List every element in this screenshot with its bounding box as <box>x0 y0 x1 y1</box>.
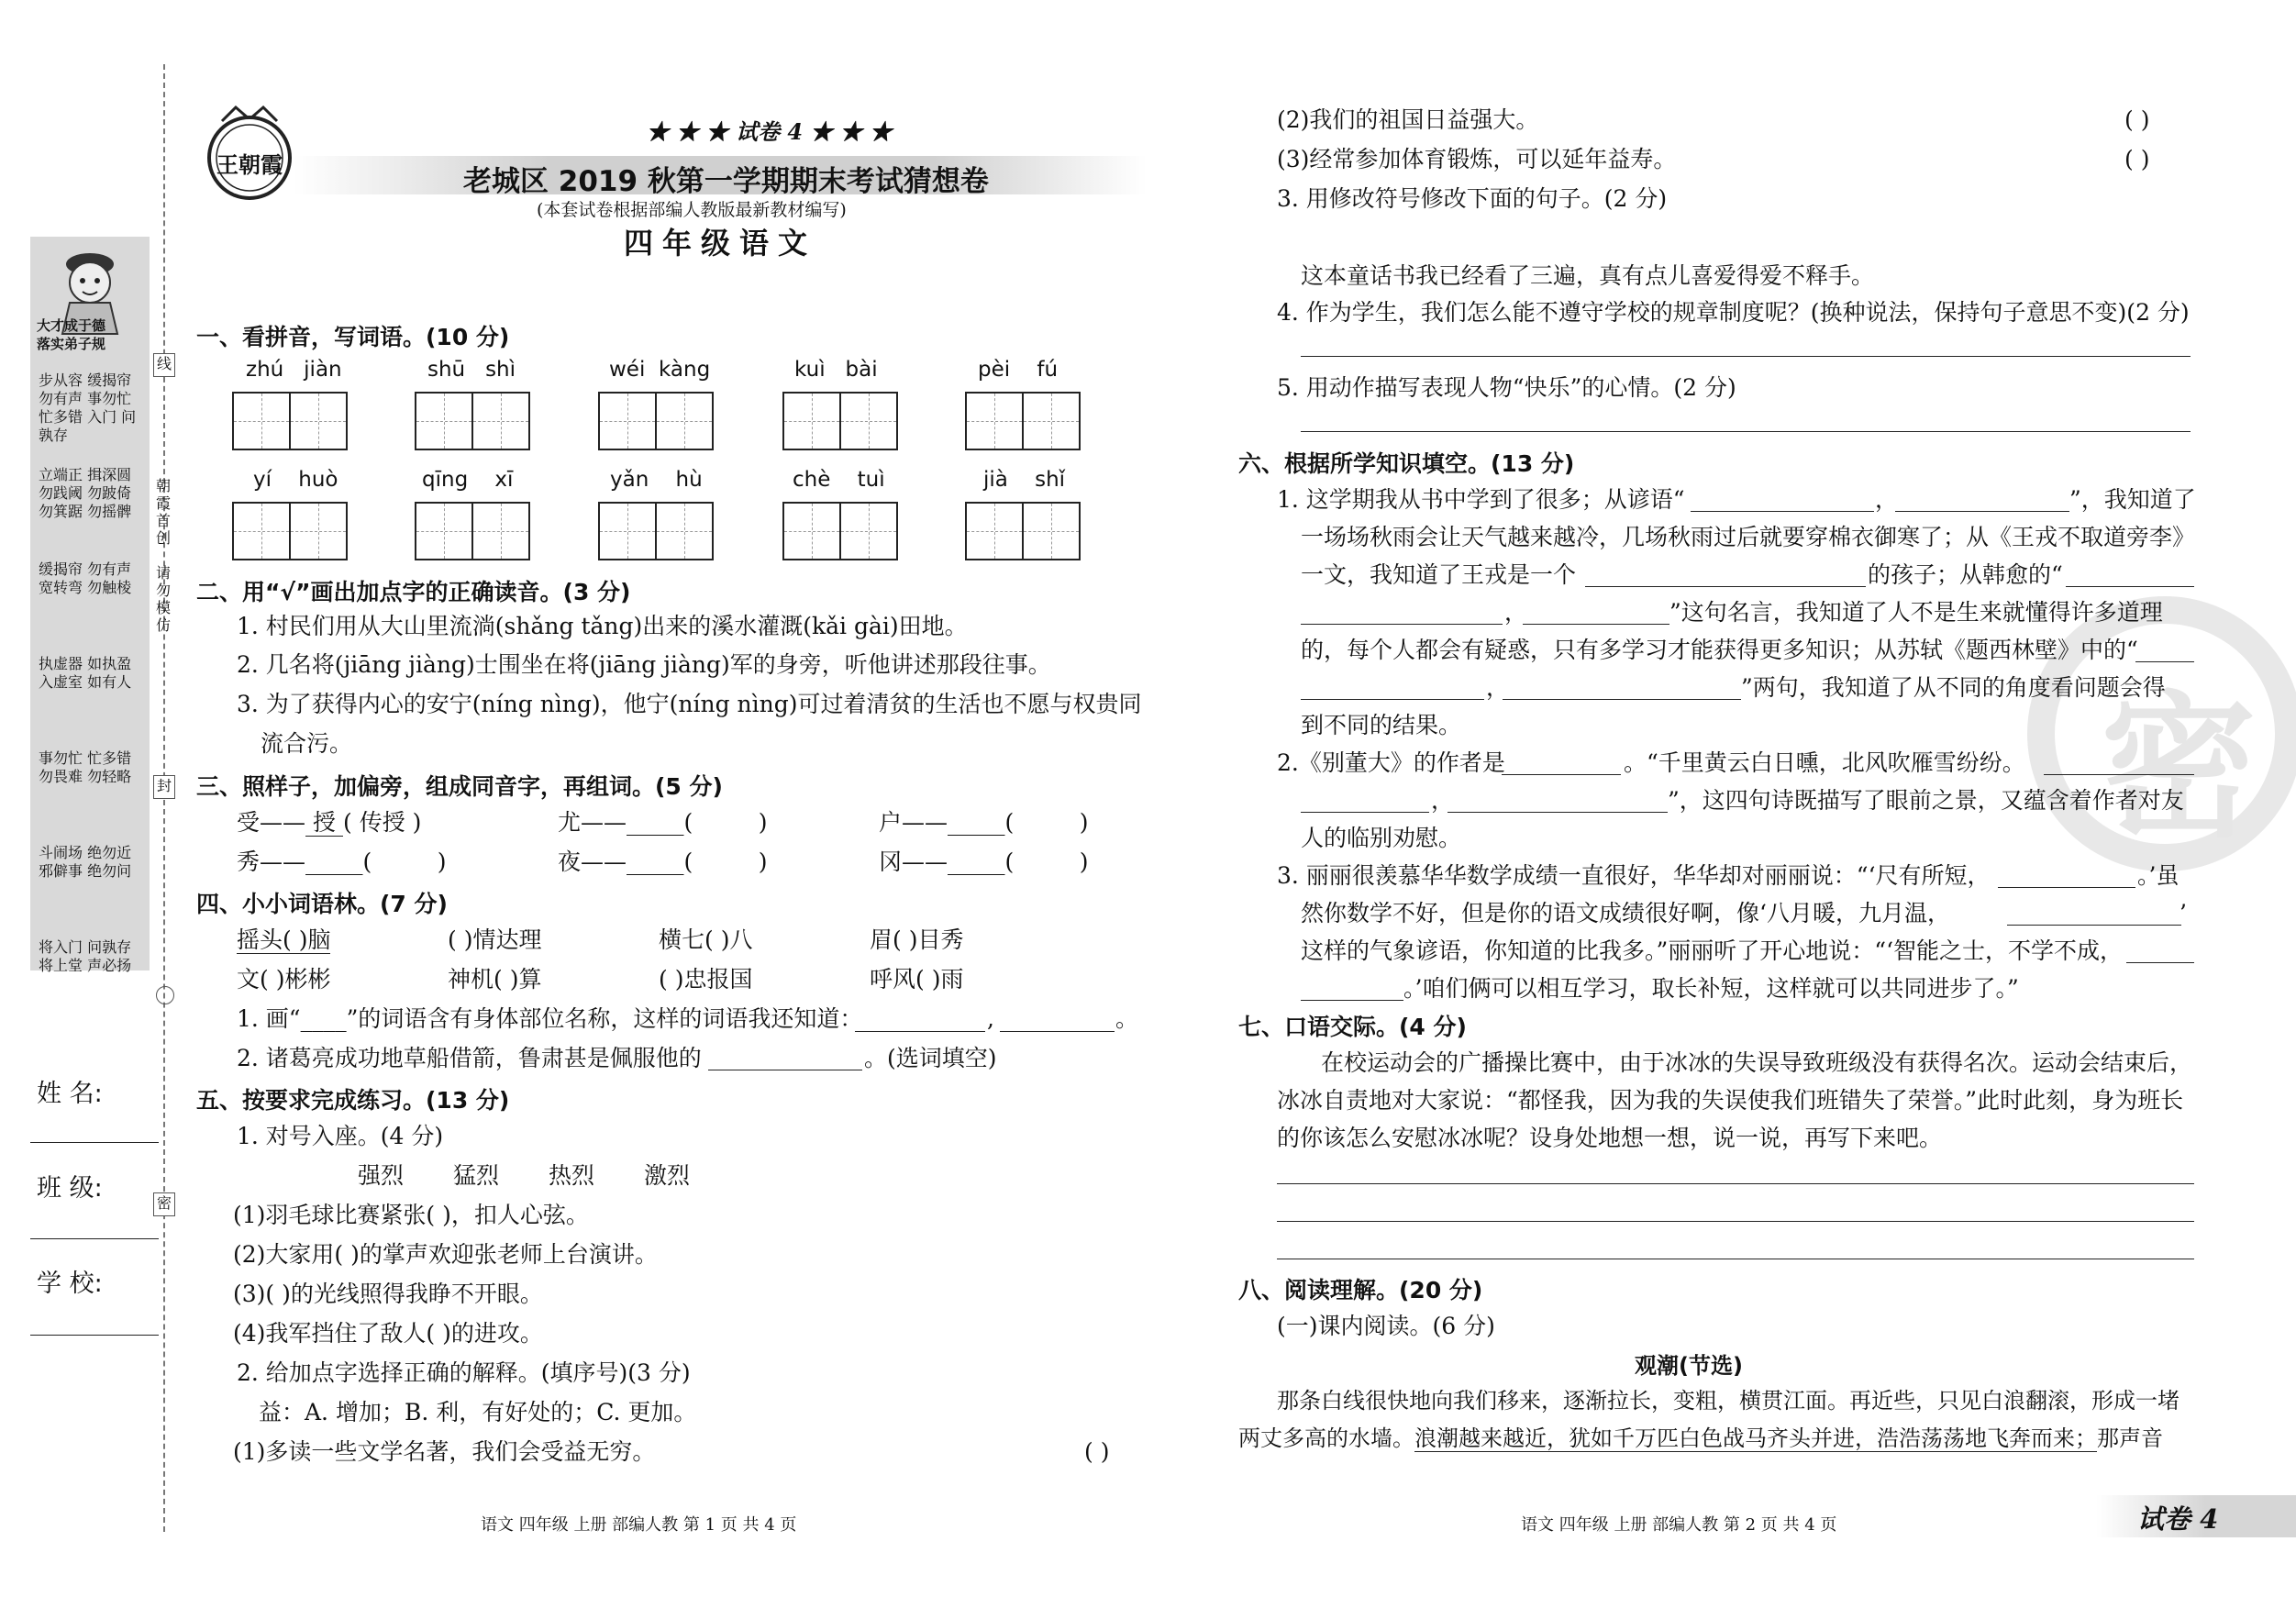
q3-blank[interactable]: 冈——_____( ) <box>879 848 1089 875</box>
idiom[interactable]: 摇头( )脑 <box>237 926 331 953</box>
verse-line: 立端正 揖深圆 勿践阈 勿跛倚 勿箕踞 勿摇髀 <box>39 466 132 520</box>
period: 。 <box>1115 1005 1139 1032</box>
q6-text: 3. 丽丽很羡慕华华数学成绩一直很好，华华却对丽丽说：“‘尺有所短， <box>1277 862 1991 889</box>
q3-blank[interactable]: 户——_____( ) <box>879 809 1089 836</box>
q6-text: ”，我知道了 <box>2069 486 2196 513</box>
mark-char: 勿 <box>155 582 171 599</box>
idiom[interactable]: 神机( )算 <box>448 966 542 993</box>
passage-segment: 两丈多高的水墙。 <box>1238 1425 1414 1451</box>
write-grid[interactable] <box>782 392 898 450</box>
mark-char: 仿 <box>155 616 171 634</box>
q5-sub-1: 1. 对号入座。(4 分) <box>237 1123 444 1149</box>
page1-footer: 语文 四年级 上册 部编人教 第 1 页 共 4 页 <box>481 1515 797 1535</box>
page2-footer: 语文 四年级 上册 部编人教 第 2 页 共 4 页 <box>1521 1515 1837 1535</box>
q6-text: 到不同的结果。 <box>1301 712 1462 738</box>
q5-options: 益：A. 增加；B. 利，有好处的；C. 更加。 <box>259 1399 697 1425</box>
pinyin: kuì bài <box>794 358 878 382</box>
q6-text: 然你数学不好，但是你的语文成绩很好啊，像‘八月暖，九月温， <box>1301 900 1950 926</box>
answer-blank[interactable] <box>1585 586 1866 587</box>
verse-group <box>39 938 141 1033</box>
slogan-line: 落实弟子规 <box>37 336 106 352</box>
answer-blank[interactable] <box>2066 586 2194 587</box>
write-grid[interactable] <box>415 392 530 450</box>
verse-group <box>39 372 141 466</box>
idiom[interactable]: 横七( )八 <box>659 926 753 953</box>
verse-line: 斗闹场 绝勿近 邪僻事 绝勿问 <box>39 844 132 880</box>
q5-sub-5: 5. 用动作描写表现人物“快乐”的心情。(2 分) <box>1277 374 1736 401</box>
q5-sub-3-text: 这本童话书我已经看了三遍，真有点儿喜爱得爱不释手。 <box>1301 262 1875 289</box>
pinyin: yǎn hù <box>610 468 703 492</box>
q6-text: 这样的气象谚语，你知道的比我多。”丽丽听了开心地说：“‘智能之士，不学不成， <box>1301 937 2124 964</box>
q4-title: 四、小小词语林。(7 分) <box>196 891 448 917</box>
q8-sub: (一)课内阅读。(6 分) <box>1277 1313 1495 1339</box>
answer-blank[interactable] <box>1301 1000 1403 1001</box>
write-grid[interactable] <box>415 502 530 560</box>
logo-text: 王朝霞 <box>216 151 283 178</box>
verse-line: 将入门 问孰存 将上堂 声必扬 <box>39 938 132 974</box>
q6-title: 六、根据所学知识填空。(13 分) <box>1238 450 1575 477</box>
class-label: 班 级: <box>37 1174 103 1203</box>
comma: ， <box>1875 486 1899 513</box>
answer-blank[interactable] <box>2007 925 2181 926</box>
answer-line[interactable] <box>1301 431 2191 432</box>
q5-sub-3: 3. 用修改符号修改下面的句子。(2 分) <box>1277 185 1668 212</box>
pinyin: chè tuì <box>793 468 885 492</box>
word-choice: 激烈 <box>644 1162 691 1189</box>
q3-example: 授 <box>305 809 343 837</box>
q6-text: 。’咱们俩可以相互学习，取长补短，这样就可以共同进步了。” <box>1403 975 2019 1002</box>
idiom[interactable]: 眉( )目秀 <box>870 926 964 953</box>
q7-title: 七、口语交际。(4 分) <box>1238 1014 1467 1040</box>
q5-item[interactable]: (2)大家用( )的掌声欢迎张老师上台演讲。 <box>233 1241 658 1268</box>
q6-text: 1. 这学期我从书中学到了很多；从谚语“ <box>1277 486 1685 513</box>
q5-item: (2)我们的祖国日益强大。 <box>1277 106 1539 133</box>
q5-item: (1)多读一些文学名著，我们会受益无穷。 <box>233 1438 656 1465</box>
verse-group <box>39 844 141 938</box>
mark-char: 创 <box>155 529 171 547</box>
write-grid[interactable] <box>598 392 714 450</box>
verse-group <box>39 655 141 749</box>
q3-blank[interactable]: 尤——_____( ) <box>558 809 768 836</box>
verse-line: 步从容 缓揭帘 勿有声 事勿忙 忙多错 入门 问孰存 <box>39 372 137 444</box>
q3-cell: ( 传授 ) <box>343 809 422 836</box>
verse-line: 执虚器 如执盈 入虚室 如有人 <box>39 655 132 691</box>
q6-text: ’ <box>2180 900 2187 926</box>
q2-item-3: 3. 为了获得内心的安宁(níng nìng)，他宁(níng nìng)可过着清贫的生活也不愿与权贵同 <box>237 691 1142 717</box>
exam-title: 老城区 2019 秋第一学期期末考试猜想卷 <box>463 165 989 198</box>
school-field[interactable] <box>30 1335 159 1336</box>
idiom[interactable]: 文( )彬彬 <box>237 966 331 993</box>
idiom[interactable]: ( )情达理 <box>448 926 542 953</box>
name-field[interactable] <box>30 1142 159 1143</box>
write-grid[interactable] <box>965 392 1081 450</box>
passage-text <box>1238 1421 2163 1456</box>
mark-char: 模 <box>155 599 171 616</box>
mark-char: 请 <box>155 564 171 582</box>
q2-item-3-cont: 流合污。 <box>261 730 353 757</box>
answer-blank[interactable] <box>1301 624 1503 625</box>
q7-text: 在校运动会的广播操比赛中，由于冰冰的失误导致班级没有获得名次。运动会结束后， <box>1321 1049 2193 1076</box>
answer-blank[interactable] <box>1998 887 2135 888</box>
passage-segment: 那声音 <box>2097 1425 2163 1451</box>
corner-tag-text: 试卷 4 <box>2137 1503 2219 1535</box>
q6-text: 人的临别劝慰。 <box>1301 825 1462 851</box>
write-grid[interactable] <box>232 392 348 450</box>
q3-title: 三、照样子，加偏旁，组成同音字，再组词。(5 分) <box>196 773 723 800</box>
answer-paren[interactable]: ( ) <box>2124 146 2150 172</box>
passage-underlined: 浪潮越来越近，犹如千万匹白色战马齐头并进，浩浩荡荡地飞奔而来； <box>1414 1425 2097 1451</box>
q1-title: 一、看拼音，写词语。(10 分) <box>196 324 510 350</box>
star-icon: ★ ★ ★ <box>810 118 893 145</box>
pinyin: qīng xī <box>422 468 514 492</box>
comma: ， <box>1504 599 1528 626</box>
q2-title: 二、用“√”画出加点字的正确读音。(3 分) <box>196 579 631 605</box>
sidebar-slogan <box>37 316 105 353</box>
paper-number-text: 试卷 4 <box>736 118 804 145</box>
q4-item-2: 2. 诸葛亮成功地草船借箭，鲁肃甚是佩服他的 <box>237 1045 702 1071</box>
q5-item[interactable]: (1)羽毛球比赛紧张( )，扣人心弦。 <box>233 1202 589 1228</box>
margin-circle-icon <box>156 986 174 1004</box>
name-label: 姓 名: <box>37 1080 103 1108</box>
q4-item-1: 1. 画“____”的词语含有身体部位名称，这样的词语我还知道： <box>237 1005 863 1032</box>
slogan-line: 大才成于德 <box>37 317 106 334</box>
q8-title: 八、阅读理解。(20 分) <box>1238 1277 1483 1303</box>
passage-text: 那条白线很快地向我们移来，逐渐拉长，变粗，横贯江面。再近些，只见白浪翻滚，形成一堵 <box>1277 1388 2180 1414</box>
write-grid[interactable] <box>965 502 1081 560</box>
idiom[interactable]: 呼风( )雨 <box>870 966 964 993</box>
answer-line[interactable] <box>1277 1183 2194 1184</box>
passage-heading: 观潮(节选) <box>1635 1353 1743 1379</box>
comma: ， <box>1431 787 1455 814</box>
q5-sub-2: 2. 给加点字选择正确的解释。(填序号)(3 分) <box>237 1359 691 1386</box>
q5-item[interactable]: (3)( )的光线照得我睁不开眼。 <box>233 1281 543 1307</box>
answer-blank[interactable] <box>1502 774 1621 775</box>
mark-char: 霞 <box>155 494 171 512</box>
q6-text: 一场场秋雨会让天气越来越冷，几场秋雨过后就要穿棉衣御寒了；从《王戎不取道旁李》 <box>1301 524 2196 550</box>
answer-blank[interactable] <box>1301 812 1429 813</box>
q6-text: 。“千里黄云白日曛，北风吹雁雪纷纷。 <box>1624 749 2025 776</box>
verse-group <box>39 560 141 655</box>
answer-blank[interactable] <box>855 1031 985 1032</box>
q5-title: 五、按要求完成练习。(13 分) <box>196 1087 510 1114</box>
q6-text: 一文，我知道了王戎是一个 <box>1301 561 1577 588</box>
paper-number <box>647 114 892 146</box>
pinyin: yí huò <box>253 468 338 492</box>
answer-blank[interactable] <box>1523 624 1669 625</box>
write-grid[interactable] <box>598 502 714 560</box>
q2-item-1: 1. 村民们用从大山里流淌(shǎng tǎng)出来的溪水灌溉(kǎi gài)田地。 <box>237 613 968 639</box>
word-choice: 猛烈 <box>453 1162 500 1189</box>
mark-char: 首 <box>155 512 171 529</box>
answer-blank[interactable] <box>2044 774 2194 775</box>
verse-line: 缓揭帘 勿有声 宽转弯 勿触棱 <box>39 560 132 596</box>
q7-text: 冰冰自责地对大家说：“都怪我，因为我的失误使我们班错失了荣誉。”此时此刻，身为班长 <box>1277 1087 2184 1114</box>
q6-text: ”这句名言，我知道了人不是生来就懂得许多道理 <box>1669 599 2163 626</box>
answer-blank[interactable] <box>1503 699 1741 700</box>
answer-blank[interactable] <box>1691 511 1874 512</box>
q3-cell: 受—— <box>237 809 306 836</box>
q6-text: 的，每个人都会有疑惑，只有多学习才能获得更多知识；从苏轼《题西林壁》中的“ <box>1301 637 2138 663</box>
word-choice: 强烈 <box>358 1162 405 1189</box>
q6-text: 2.《别董大》的作者是 <box>1277 749 1505 776</box>
class-field[interactable] <box>30 1238 159 1239</box>
q6-text: ”两句，我知道了从不同的角度看问题会得 <box>1741 674 2166 701</box>
margin-mark-line: 线 <box>153 353 175 377</box>
exam-subtitle: (本套试卷根据部编人教版最新教材编写) <box>537 200 847 220</box>
answer-line[interactable] <box>1277 1221 2194 1222</box>
pinyin: shū shì <box>427 358 516 382</box>
answer-paren[interactable]: ( ) <box>2124 106 2150 133</box>
q5-sub-4: 4. 作为学生，我们怎么能不遵守学校的规章制度呢？(换种说法，保持句子意思不变)(2 分) <box>1277 299 2190 326</box>
q6-text: 。’虽 <box>2137 862 2180 889</box>
subject-title: 四年级语文 <box>624 226 817 261</box>
verse-group <box>39 466 141 560</box>
answer-paren[interactable]: ( ) <box>1084 1438 1110 1465</box>
write-grid[interactable] <box>782 502 898 560</box>
star-icon: ★ ★ ★ <box>647 118 728 145</box>
q3-blank[interactable]: 夜——_____( ) <box>558 848 768 875</box>
q6-text: ”，这四句诗既描写了眼前之景，又蕴含着作者对友 <box>1668 787 2184 814</box>
q3-blank[interactable]: 秀——_____( ) <box>237 848 447 875</box>
mark-char: 朝 <box>155 477 171 494</box>
school-label: 学 校: <box>37 1270 103 1298</box>
pinyin: jià shǐ <box>983 468 1066 492</box>
verse-group <box>39 749 141 844</box>
idiom[interactable]: ( )忠报国 <box>659 966 753 993</box>
comma: , <box>987 1005 994 1032</box>
answer-blank[interactable] <box>1301 699 1484 700</box>
answer-blank[interactable] <box>2126 962 2194 963</box>
margin-mark-seal: 封 <box>153 775 175 799</box>
pinyin: wéi kàng <box>609 358 711 382</box>
answer-blank[interactable] <box>2135 661 2194 662</box>
sidebar-verses <box>39 372 141 1033</box>
q5-item: (3)经常参加体育锻炼，可以延年益寿。 <box>1277 146 1677 172</box>
pinyin: pèi fú <box>978 358 1059 382</box>
margin-mark-copyright <box>152 477 174 634</box>
q3-row <box>237 805 421 840</box>
q7-text: 的你该怎么安慰冰冰呢？设身处地想一想，说一说，再写下来吧。 <box>1277 1125 1943 1151</box>
verse-line: 事勿忙 忙多错 勿畏难 勿轻略 <box>39 749 132 785</box>
answer-blank[interactable] <box>1895 511 2069 512</box>
q6-text: 的孩子；从韩愈的“ <box>1868 561 2063 588</box>
write-grid[interactable] <box>232 502 348 560</box>
q5-item[interactable]: (4)我军挡住了敌人( )的进攻。 <box>233 1320 543 1347</box>
comma: ， <box>1486 674 1510 701</box>
answer-blank[interactable] <box>1447 812 1668 813</box>
q2-item-2: 2. 几名将(jiāng jiàng)士围坐在将(jiāng jiàng)军的身旁，听他讲述那段往事。 <box>237 651 1051 678</box>
margin-mark-secret: 密 <box>153 1192 175 1216</box>
watermark-text: 密 <box>2101 676 2257 859</box>
answer-line[interactable] <box>1301 356 2191 357</box>
word-choice: 热烈 <box>549 1162 595 1189</box>
pinyin: zhú jiàn <box>246 358 342 382</box>
q4-item-2-tail: 。(选词填空) <box>864 1045 997 1071</box>
answer-blank[interactable] <box>1000 1031 1115 1032</box>
